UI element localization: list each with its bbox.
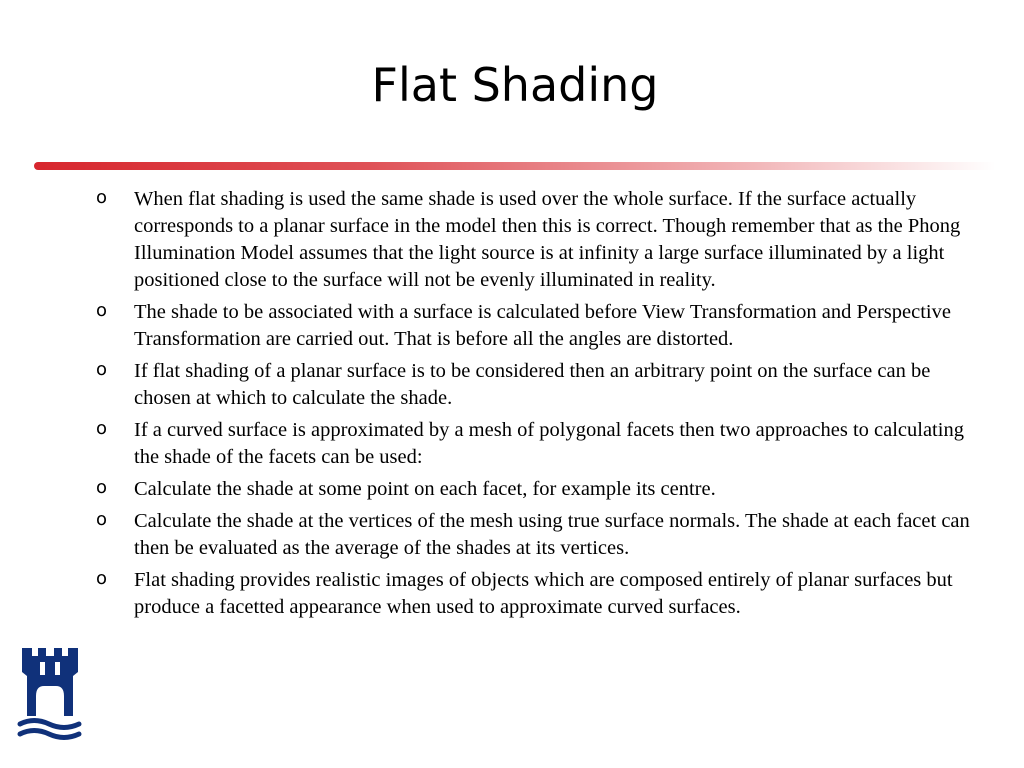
bullet-item (96, 417, 976, 471)
bullet-marker: o (96, 568, 108, 589)
logo-wave-lower (20, 731, 79, 738)
bullet-marker: o (96, 300, 108, 321)
bullet-item (96, 358, 976, 412)
bullet-item (96, 476, 976, 503)
bullet-marker: o (96, 477, 108, 498)
title-divider (34, 162, 996, 170)
bullet-marker: o (96, 359, 108, 380)
bullet-item (96, 508, 976, 562)
castle-tower-icon (16, 646, 84, 744)
tower-body (22, 648, 78, 716)
bullet-text: The shade to be associated with a surface is calculated before View Transformation and Perspective Transformation are carried out. That is before all the angles are distorted. (134, 301, 951, 350)
tower-window-right (55, 662, 60, 675)
bullet-text: Flat shading provides realistic images of objects which are composed entirely of planar surfaces but produce a facetted appearance when used to approximate curved surfaces. (134, 569, 953, 618)
bullet-marker: o (96, 187, 108, 208)
bullet-text: If a curved surface is approximated by a mesh of polygonal facets then two approaches to calculating the shade of the facets can be used: (134, 419, 964, 468)
bullet-marker: o (96, 418, 108, 439)
logo-wave-upper (20, 721, 79, 728)
bullet-text: When flat shading is used the same shade is used over the whole surface. If the surface actually corresponds to a planar surface in the model then this is correct. Though remember that as the Phong Illumination Model assumes that the light source is at infinity a large surface illuminated by a light positioned close to the surface will not be evenly illuminated in reality. (134, 188, 961, 291)
tower-window-left (40, 662, 45, 675)
bullet-text: Calculate the shade at the vertices of the mesh using true surface normals. The shade at each facet can then be evaluated as the average of the shades at its vertices. (134, 510, 970, 559)
slide-title: Flat Shading (371, 58, 659, 112)
bullet-marker: o (96, 509, 108, 530)
bullet-item (96, 299, 976, 353)
bullet-text: Calculate the shade at some point on each facet, for example its centre. (134, 478, 716, 500)
bullet-item (96, 567, 976, 621)
bullet-text: If flat shading of a planar surface is to be considered then an arbitrary point on the surface can be chosen at which to calculate the shade. (134, 360, 931, 409)
bullet-item (96, 186, 976, 294)
bullet-list (96, 186, 976, 626)
